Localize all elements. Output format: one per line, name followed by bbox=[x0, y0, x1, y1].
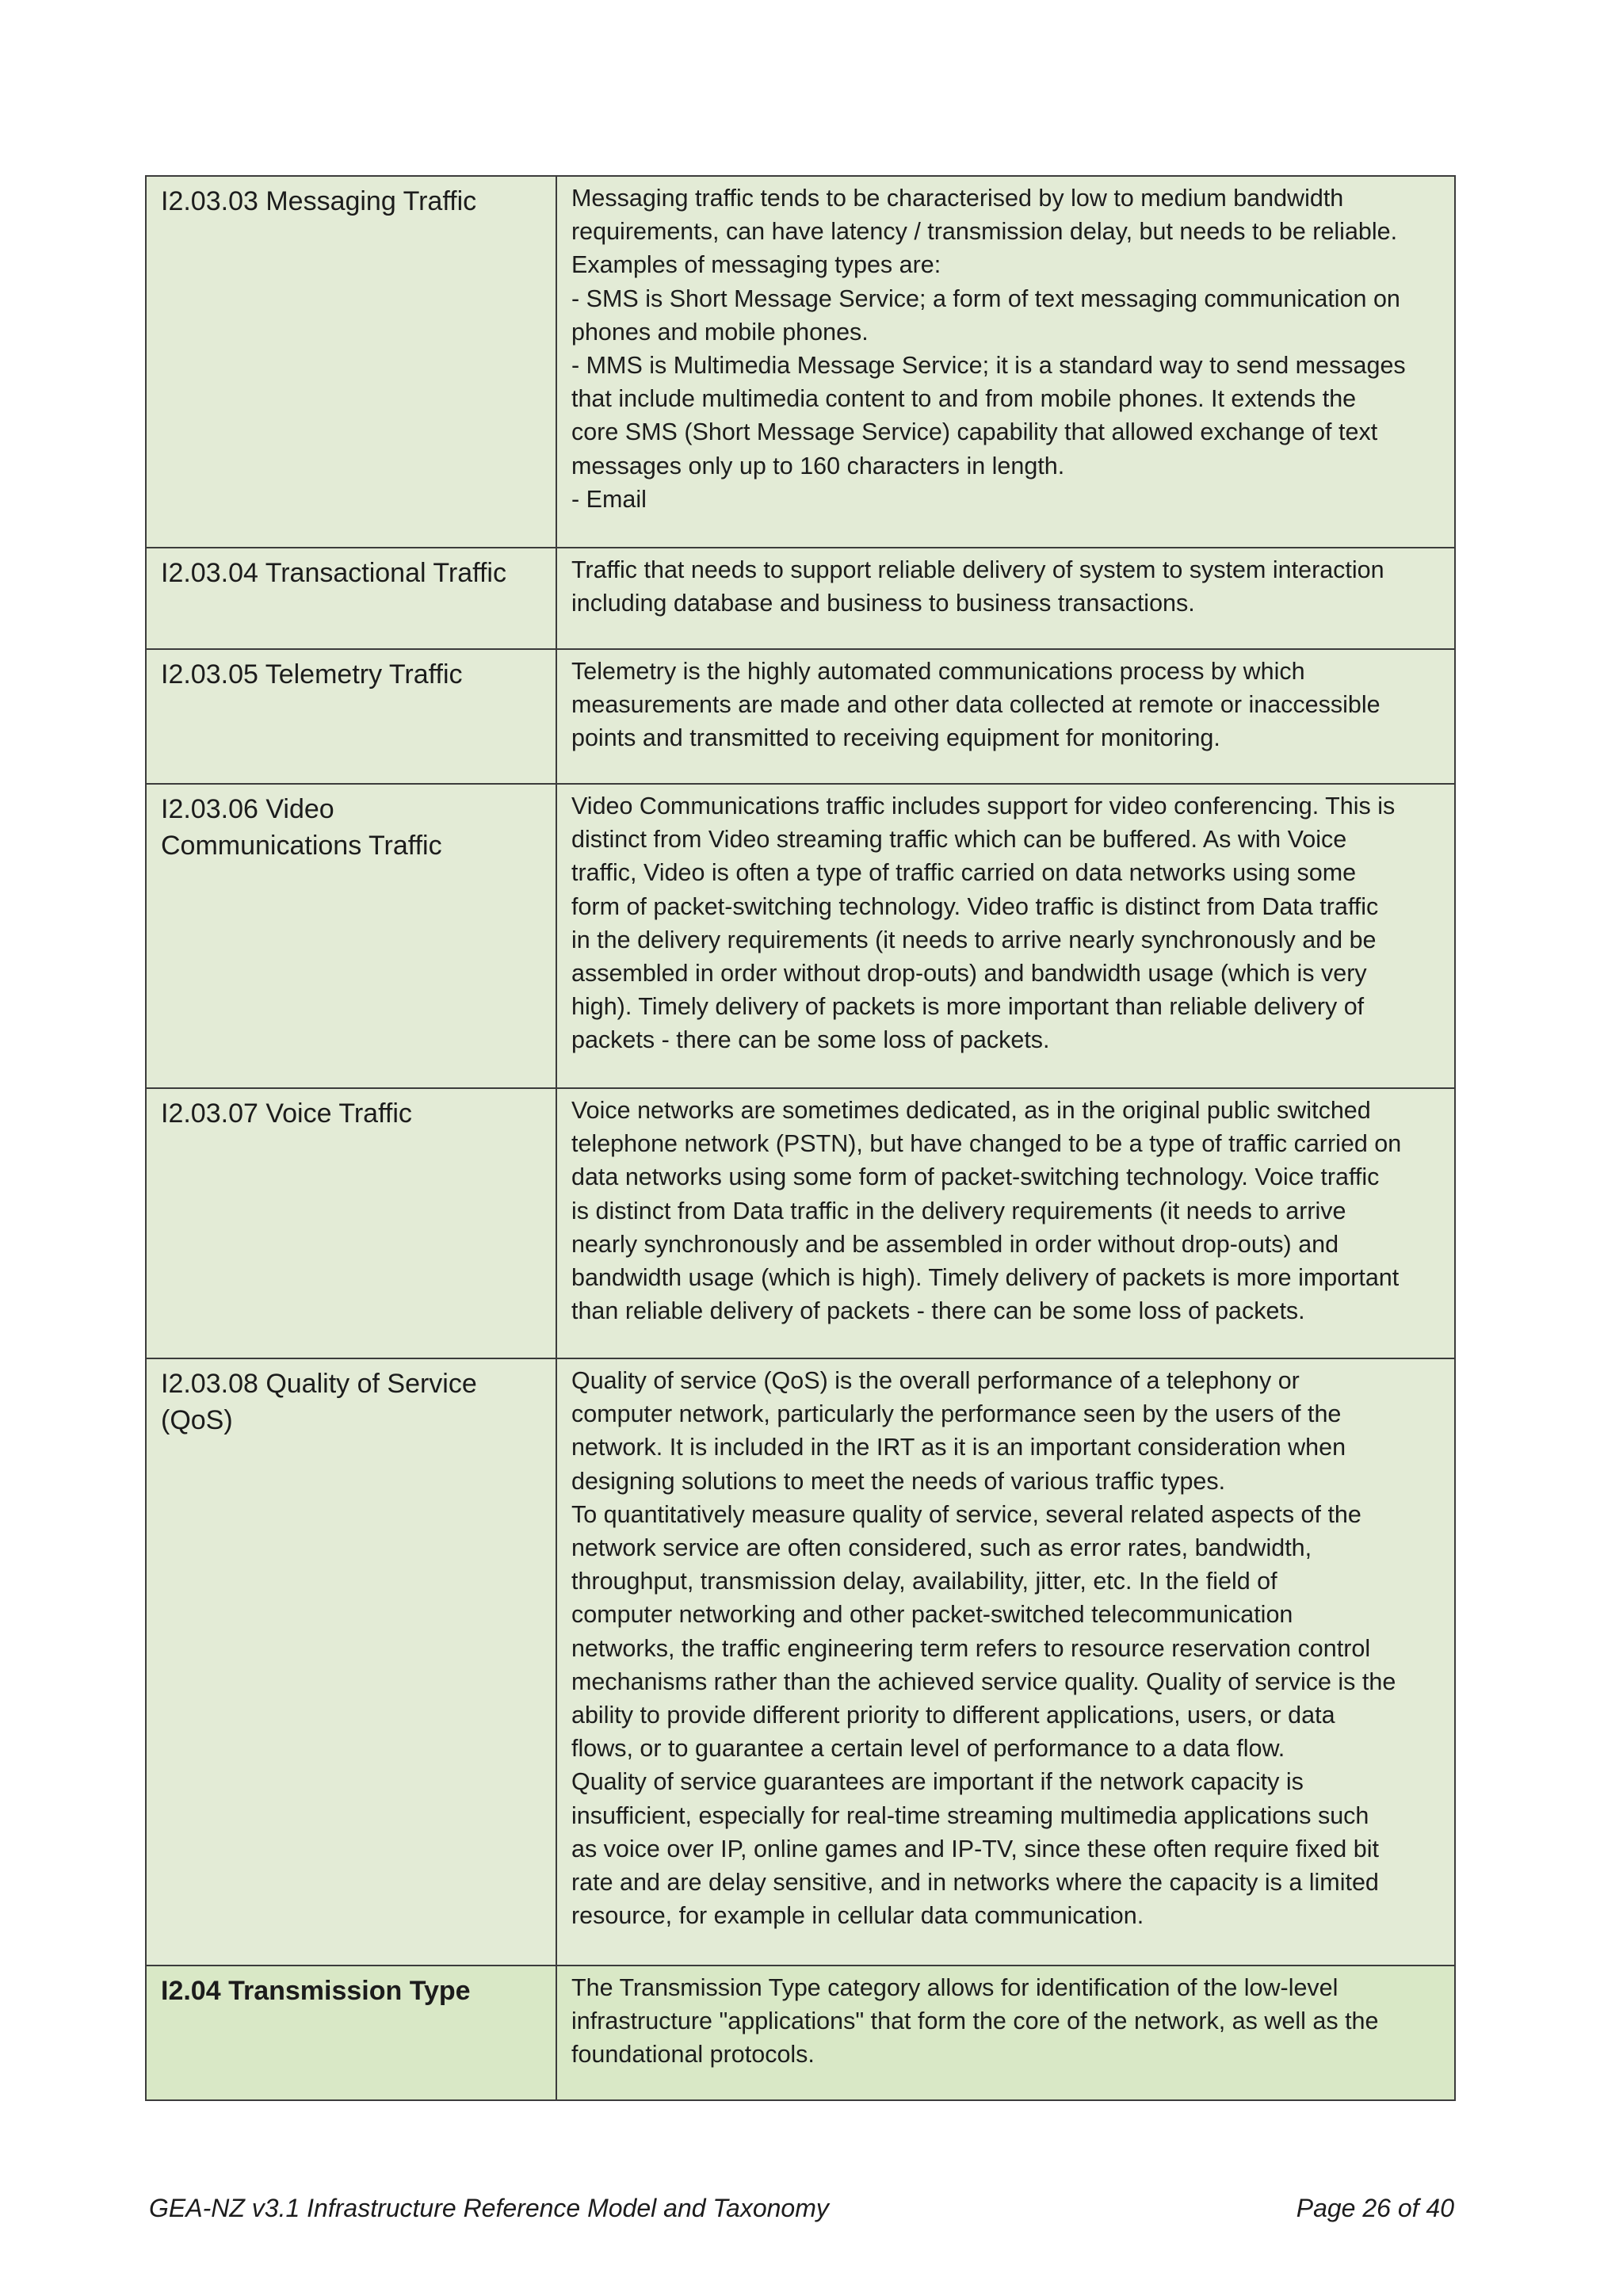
description-line: points and transmitted to receiving equipment for monitoring. bbox=[571, 724, 1220, 752]
taxonomy-code: I2.03.05 Telemetry Traffic bbox=[161, 659, 463, 690]
description-line: - SMS is Short Message Service; a form of text messaging communication on bbox=[571, 285, 1400, 312]
description-line: ability to provide different priority to different applications, users, or data bbox=[571, 1702, 1335, 1729]
description-line: traffic, Video is often a type of traffic carried on data networks using some bbox=[571, 859, 1357, 887]
description-line: Video Communications traffic includes support for video conferencing. This is bbox=[571, 793, 1396, 819]
taxonomy-description-cell bbox=[556, 548, 1455, 649]
description-line: designing solutions to meet the needs of various traffic types. bbox=[571, 1467, 1226, 1495]
taxonomy-code-cell bbox=[146, 1088, 556, 1358]
description-line: - Email bbox=[571, 485, 647, 513]
description-line: is distinct from Data traffic in the delivery requirements (it needs to arrive bbox=[571, 1197, 1346, 1224]
taxonomy-code-cell bbox=[146, 176, 556, 548]
taxonomy-description bbox=[557, 181, 1454, 516]
taxonomy-description-cell bbox=[556, 176, 1455, 548]
description-line: than reliable delivery of packets - there can be some loss of packets. bbox=[571, 1297, 1305, 1325]
description-line: measurements are made and other data collected at remote or inaccessible bbox=[571, 691, 1381, 719]
description-line: networks, the traffic engineering term refers to resource reservation control bbox=[571, 1634, 1371, 1662]
taxonomy-code-cell bbox=[146, 1966, 556, 2100]
description-line: requirements, can have latency / transmission delay, but needs to be reliable. bbox=[571, 218, 1398, 246]
table-row bbox=[146, 548, 1455, 649]
description-line: nearly synchronously and be assembled in order without drop-outs) and bbox=[571, 1230, 1339, 1258]
description-line: including database and business to business transactions. bbox=[571, 590, 1195, 617]
description-line: - MMS is Multimedia Message Service; it is a standard way to send messages bbox=[571, 352, 1406, 380]
description-line: throughput, transmission delay, availability, jitter, etc. In the field of bbox=[571, 1568, 1277, 1595]
description-line: core SMS (Short Message Service) capability that allowed exchange of text bbox=[571, 418, 1378, 446]
taxonomy-code-cell bbox=[146, 649, 556, 784]
description-line: Voice networks are sometimes dedicated, as in the original public switched bbox=[571, 1097, 1371, 1124]
table-row bbox=[146, 1088, 1455, 1358]
taxonomy-code-cell bbox=[146, 784, 556, 1088]
taxonomy-description bbox=[557, 1364, 1454, 1932]
description-line: computer networking and other packet-switched telecommunication bbox=[571, 1601, 1293, 1629]
taxonomy-description-cell bbox=[556, 1966, 1455, 2100]
taxonomy-code: I2.03.03 Messaging Traffic bbox=[161, 186, 477, 216]
description-line: network service are often considered, such as error rates, bandwidth, bbox=[571, 1534, 1312, 1562]
taxonomy-code-cell bbox=[146, 548, 556, 649]
description-line: distinct from Video streaming traffic which can be buffered. As with Voice bbox=[571, 826, 1347, 854]
description-line: computer network, particularly the performance seen by the users of the bbox=[571, 1400, 1342, 1428]
description-line: mechanisms rather than the achieved service quality. Quality of service is the bbox=[571, 1668, 1396, 1695]
taxonomy-description-cell bbox=[556, 649, 1455, 784]
description-line: The Transmission Type category allows for identification of the low-level bbox=[571, 1974, 1338, 2001]
description-line: Quality of service (QoS) is the overall performance of a telephony or bbox=[571, 1367, 1300, 1394]
taxonomy-code: I2.03.08 Quality of Service (QoS) bbox=[161, 1369, 477, 1435]
description-line: Quality of service guarantees are important if the network capacity is bbox=[571, 1768, 1304, 1796]
description-line: as voice over IP, online games and IP-TV, since these often require fixed bit bbox=[571, 1835, 1379, 1862]
table-row bbox=[146, 649, 1455, 784]
description-line: Traffic that needs to support reliable delivery of system to system interaction bbox=[571, 556, 1384, 583]
taxonomy-description-cell bbox=[556, 1088, 1455, 1358]
taxonomy-description bbox=[557, 789, 1454, 1057]
table-row bbox=[146, 1358, 1455, 1966]
description-line: Messaging traffic tends to be characterised by low to medium bandwidth bbox=[571, 185, 1344, 212]
description-line: resource, for example in cellular data communication. bbox=[571, 1902, 1144, 1930]
taxonomy-description bbox=[557, 553, 1454, 620]
taxonomy-description bbox=[557, 655, 1454, 755]
description-line: assembled in order without drop-outs) and bandwidth usage (which is very bbox=[571, 960, 1367, 988]
table-row bbox=[146, 784, 1455, 1088]
description-line: flows, or to guarantee a certain level of performance to a data flow. bbox=[571, 1735, 1285, 1763]
description-line: telephone network (PSTN), but have changed to be a type of traffic carried on bbox=[571, 1130, 1402, 1158]
taxonomy-description-cell bbox=[556, 1358, 1455, 1966]
description-line: To quantitatively measure quality of service, several related aspects of the bbox=[571, 1500, 1361, 1528]
description-line: messages only up to 160 characters in length. bbox=[571, 452, 1065, 479]
description-line: infrastructure "applications" that form the core of the network, as well as the bbox=[571, 2008, 1379, 2035]
taxonomy-code: I2.03.07 Voice Traffic bbox=[161, 1098, 412, 1129]
description-line: insufficient, especially for real-time streaming multimedia applications such bbox=[571, 1801, 1369, 1829]
description-line: in the delivery requirements (it needs to arrive nearly synchronously and be bbox=[571, 926, 1377, 953]
description-line: form of packet-switching technology. Video traffic is distinct from Data traffic bbox=[571, 892, 1379, 920]
taxonomy-table bbox=[145, 175, 1456, 2101]
taxonomy-code: I2.04 Transmission Type bbox=[161, 1976, 471, 2006]
description-line: phones and mobile phones. bbox=[571, 318, 869, 346]
description-line: foundational protocols. bbox=[571, 2041, 815, 2069]
description-line: Examples of messaging types are: bbox=[571, 251, 941, 279]
description-line: packets - there can be some loss of packets. bbox=[571, 1026, 1050, 1054]
description-line: that include multimedia content to and from mobile phones. It extends the bbox=[571, 385, 1357, 413]
taxonomy-code-cell bbox=[146, 1358, 556, 1966]
description-line: network. It is included in the IRT as it is an important consideration when bbox=[571, 1434, 1346, 1461]
footer-page-number: Page 26 of 40 bbox=[1296, 2194, 1454, 2222]
taxonomy-description bbox=[557, 1094, 1454, 1328]
table-row bbox=[146, 1966, 1455, 2100]
taxonomy-description bbox=[557, 1971, 1454, 2072]
description-line: rate and are delay sensitive, and in networks where the capacity is a limited bbox=[571, 1869, 1379, 1897]
description-line: high). Timely delivery of packets is more important than reliable delivery of bbox=[571, 993, 1365, 1021]
taxonomy-table-body bbox=[146, 176, 1455, 2100]
description-line: Telemetry is the highly automated communications process by which bbox=[571, 658, 1305, 685]
taxonomy-description-cell bbox=[556, 784, 1455, 1088]
description-line: bandwidth usage (which is high). Timely delivery of packets is more important bbox=[571, 1264, 1400, 1292]
description-line: data networks using some form of packet-switching technology. Voice traffic bbox=[571, 1163, 1380, 1191]
table-row bbox=[146, 176, 1455, 548]
taxonomy-code: I2.03.06 Video Communications Traffic bbox=[161, 794, 442, 861]
footer-document-title: GEA-NZ v3.1 Infrastructure Reference Model and Taxonomy bbox=[149, 2194, 829, 2222]
taxonomy-code: I2.03.04 Transactional Traffic bbox=[161, 558, 506, 588]
